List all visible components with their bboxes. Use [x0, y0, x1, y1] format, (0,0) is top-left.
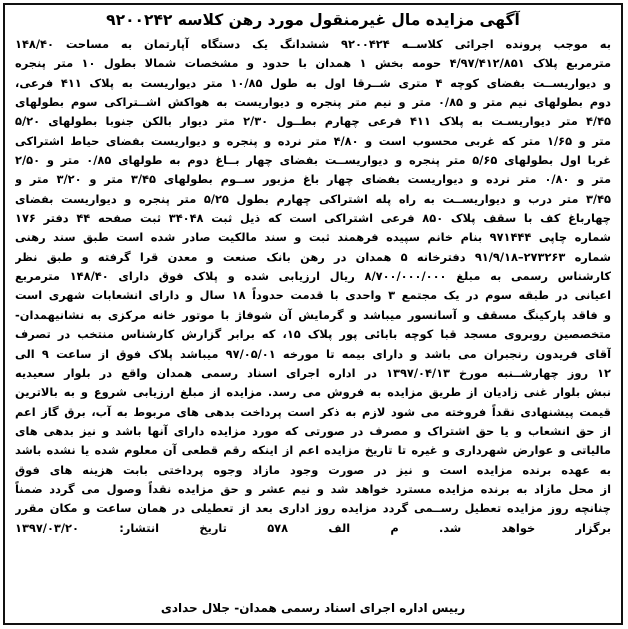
auction-notice [3, 3, 623, 625]
notice-line: و فاقد پارکینگ مسقف و آسانسور میباشد و گرمایش آن شوفاژ با موتور خانه مرکزی به نشانیهمدان- [15, 307, 611, 322]
notice-line: شماره چاپی ۹۷۱۴۴۴ بنام خانم سپیده فرهمند ثبت و سند مالکیت صادر شده است طبق سند رهنی [15, 230, 611, 245]
notice-line: اعیانی در طبقه سوم در یک مجتمع ۳ واحدی با قدمت حدوداً ۱۸ سال و دارای انشعابات شهری است [15, 288, 611, 303]
notice-line: از محل مازاد به برنده مزایده مسترد خواهد شد و نیم عشر و حق مزایده نقداً وصول می گردد ضمناً [15, 481, 611, 496]
notice-line: آقای فریدون رنجبران می باشد و دارای بیمه تا مورخه ۹۷/۰۵/۰۱ میباشد پلاک فوق از ساعت ۹ الی [15, 346, 611, 361]
notice-line: نبش بلوار غنی زادیان از طریق مزایده به فروش می رسد. مزایده از مبلغ ارزیابی شروع و به بالاترین [15, 385, 611, 400]
notice-line: شماره ۲۷۳۲۶۳–۹۱/۹/۱۸ دفترخانه ۵ همدان در رهن بانک صنعت و معدن قرا گرفته و طبق نظر [15, 249, 611, 264]
notice-line: به عهده برنده مزایده است و نیز در صورت وجود مازاد وجوه پرداختی بابت هزینه های فوق [15, 462, 611, 477]
notice-line: دوم بطولهای نیم متر و ۰/۸۵ متر و نیم متر پنجره و دیواریست به هواکش اشــتراکی سوم بطولهای [15, 95, 611, 110]
notice-line: غربا اول بطولهای ۵/۶۵ متر پنجره و دیواریســت بفضای چهار بــاغ دوم به طولهای ۰/۸۵ متر و ۲/۵۰ [15, 153, 611, 168]
notice-line: ۱۲ روز چهارشــنبه مورخ ۱۳۹۷/۰۴/۱۳ در اداره اجرای اسناد رسمی همدان واقع در بلوار سعیدیه [15, 365, 611, 380]
notice-line: ۳/۴۵ متر درب و دیواریســت به راه پله اشتراکی چهارم بطول ۵/۲۵ متر پنجره و دیواریست بفضای [15, 191, 611, 206]
notice-line: مالیاتی و عوارض شهرداری و غیره تا تاریخ مزایده اعم از اینکه رقم قطعی آن معلوم شده یا نشده باشد [15, 443, 611, 458]
notice-line: از حق انشعاب و یا حق اشتراک و مصرف در صورتی که مورد مزایده دارای آنها باشد و نیز بدهی های [15, 423, 611, 438]
notice-body [15, 35, 611, 538]
notice-line: و دیواریســت بفضای کوچه ۴ متری شــرقا اول به طول ۱۰/۸۵ متر دیواریست به پلاک ۴۱۱ فرعی، [15, 75, 611, 90]
notice-line: چهارباغ کف با سقف پلاک ۸۵۰ فرعی اشتراکی است که ذیل ثبت ۳۴۰۴۸ ثبت صفحه ۴۴ دفتر ۱۷۶ [15, 211, 611, 226]
notice-line: متر و ۰/۸۰ متر نرده و دیواریست بفضای چهار باغ مزبور ســوم بطولهای ۳/۴۵ متر و ۳/۲۰ متر و [15, 172, 611, 187]
notice-title: آگهی مزایده مال غیرمنقول مورد رهن کلاسه ۹۲۰۰۲۴۲ [106, 11, 520, 29]
notice-signature: رییس اداره اجرای اسناد رسمی همدان- جلال حدادی [160, 601, 466, 615]
notice-line: به موجب پرونده اجرائی کلاســه ۹۲۰۰۴۲۴ ششدانگ یک دستگاه آپارتمان به مساحت ۱۴۸/۴۰ [15, 37, 611, 51]
notice-line: کارشناس رسمی به مبلغ ۸/۷۰۰/۰۰۰/۰۰۰ ریال ارزیابی شده و پلاک فوق دارای ۱۴۸/۴۰ مترمربع [15, 269, 611, 284]
notice-line: چنانچه روز مزایده تعطیل رســمی گردد مزایده روز اداری بعد از تعطیلی در همان ساعت و مکان مقرر [15, 501, 611, 516]
notice-line: برگزار خواهد شد. م الف ۵۷۸ تاریخ انتشار: ۱۳۹۷/۰۳/۲۰ [15, 520, 611, 535]
notice-line: متر و ۱/۶۵ متر که غربی محسوب است و ۴/۸۰ متر نرده و پنجره و دیواریست بفضای حیاط اشتراکی [15, 133, 611, 148]
notice-line: ۴/۴۵ متر دیواریسـت به پلاک ۴۱۱ فرعی چهارم بطــول ۲/۳۰ متر دیوار بالکن جنوبا بطولهای ۵/۲۰ [15, 114, 611, 129]
notice-line: مترمربع پلاک ۴/۹۷/۴۱۲/۸۵۱ حومه بخش ۱ همدان با حدود و مشخصات شمالا بطول ۱۰ متر پنجره [15, 56, 611, 71]
notice-line: قیمت پیشنهادی نقداً فروخته می شود لازم به ذکر است پرداخت بدهی های مربوط به آب، برق گاز اعم [15, 404, 611, 419]
notice-line: متخصصین روبروی مسجد قبا کوچه بابائی پور پلاک ۱۵، که برابر گزارش کارشناس منتخب در تصرف [15, 327, 611, 342]
